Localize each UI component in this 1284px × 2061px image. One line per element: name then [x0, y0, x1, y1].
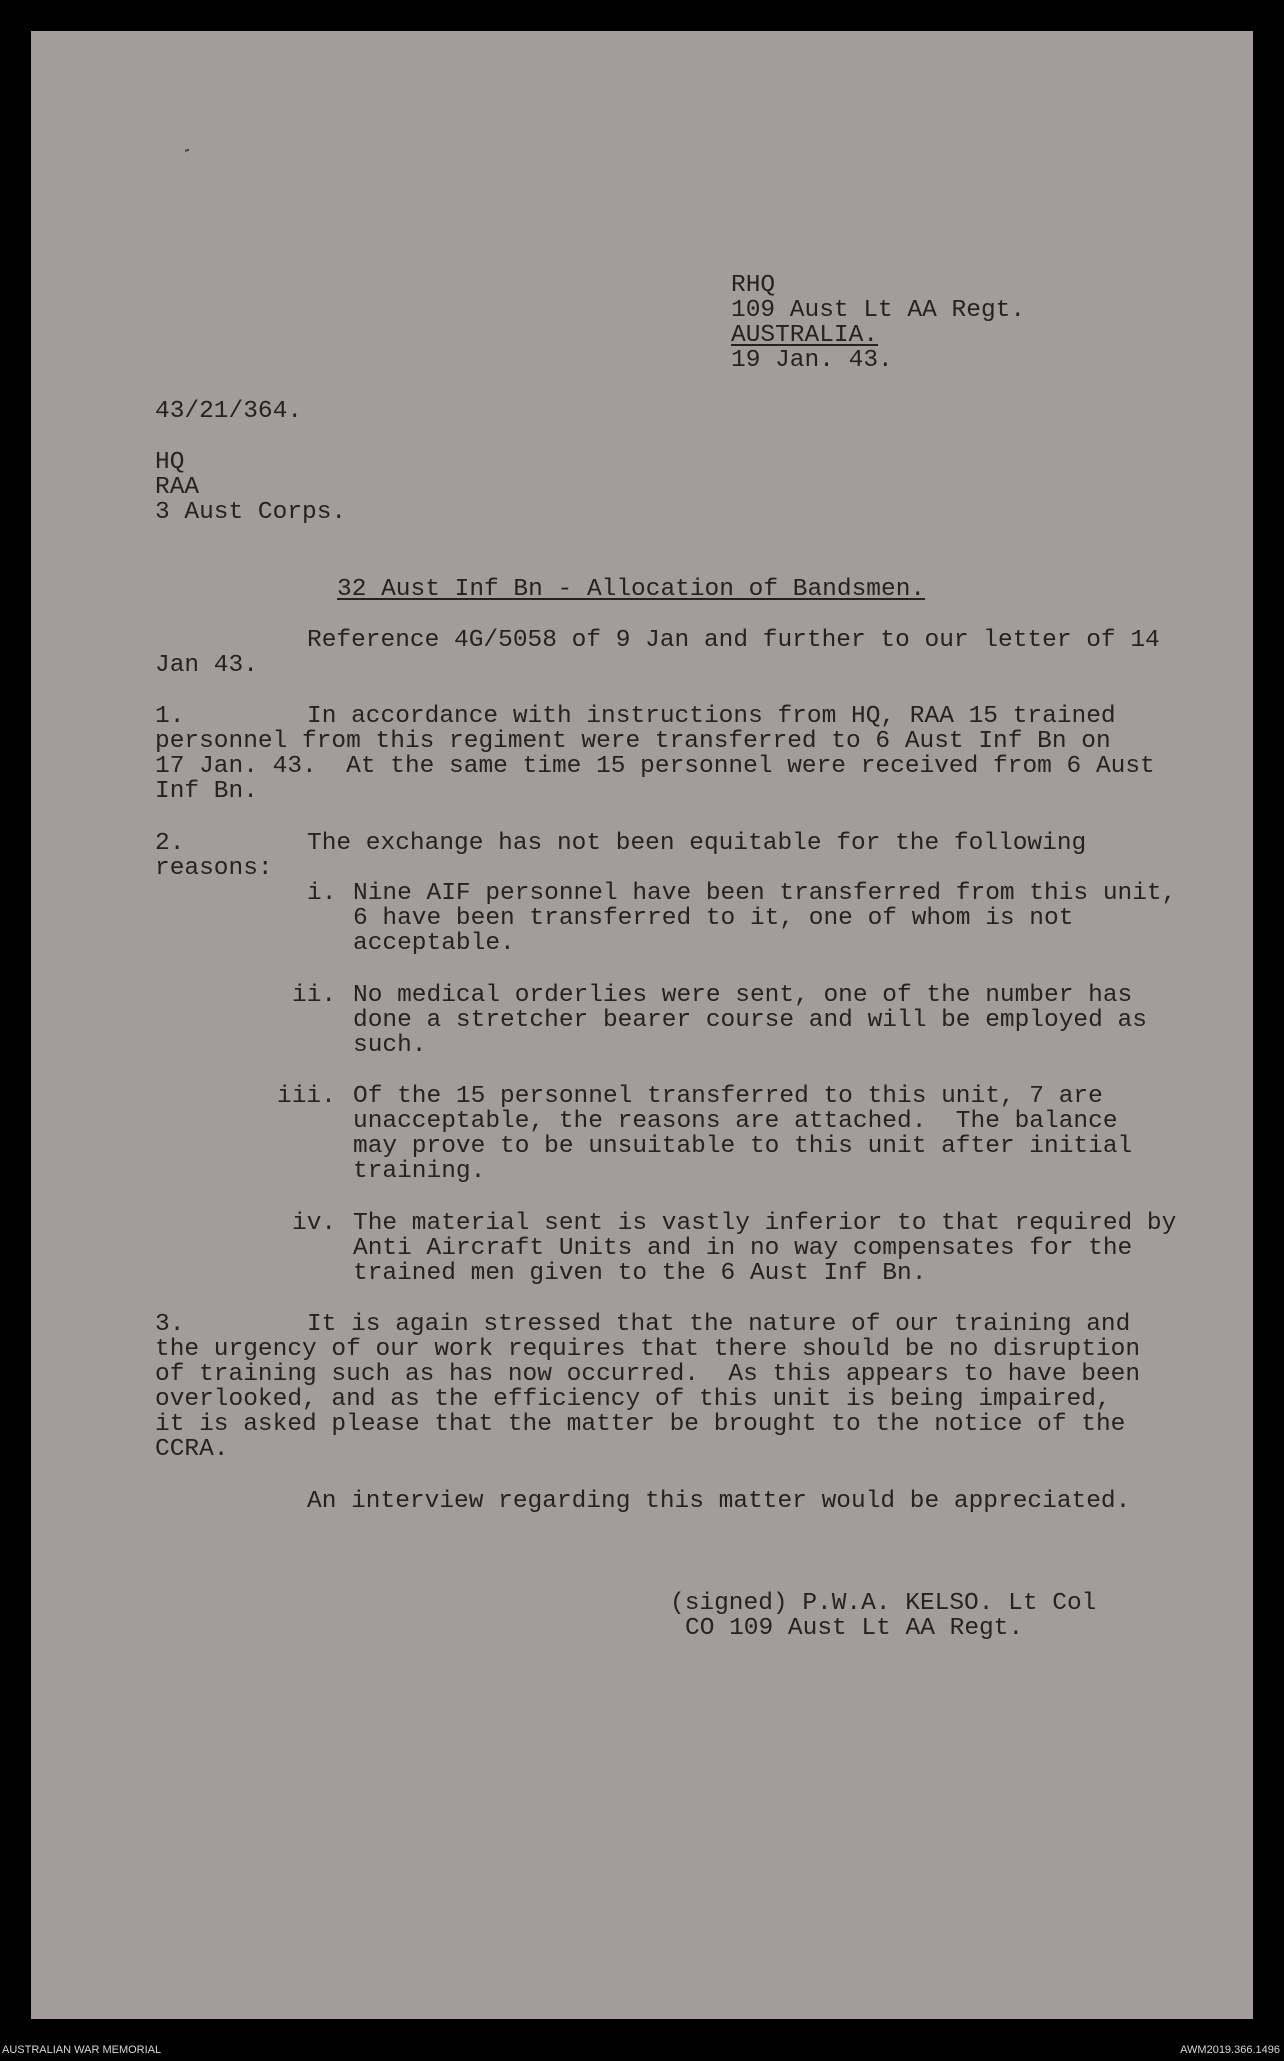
reason-4-line-3: trained men given to the 6 Aust Inf Bn.: [353, 1260, 927, 1287]
reason-2-line-2: done a stretcher bearer course and will be employed as: [353, 1007, 1147, 1034]
reason-3-line-2: unacceptable, the reasons are attached. The balance: [353, 1108, 1118, 1135]
para-1-line-4: Inf Bn.: [155, 778, 258, 805]
signature-line-2: CO 109 Aust Lt AA Regt.: [685, 1615, 1024, 1642]
reason-1-line-3: acceptable.: [353, 930, 515, 957]
addressee-line-1: HQ: [155, 449, 185, 476]
reason-3-line-4: training.: [353, 1158, 486, 1185]
footer-institution: AUSTRALIAN WAR MEMORIAL: [2, 2044, 162, 2056]
para-3-number: 3.: [155, 1311, 185, 1338]
footer-accession-number: AWM2019.366.1496: [1180, 2044, 1280, 2056]
para-3-line-6: CCRA.: [155, 1436, 229, 1463]
reason-1-line-2: 6 have been transferred to it, one of whom is not: [353, 905, 1074, 932]
signature-line-1: (signed) P.W.A. KELSO. Lt Col: [670, 1590, 1097, 1617]
reason-4-line-2: Anti Aircraft Units and in no way compensates for the: [353, 1235, 1133, 1262]
reason-1-line-1: Nine AIF personnel have been transferred from this unit,: [353, 880, 1177, 907]
para-2-number: 2.: [155, 830, 185, 857]
para-1-line-3: 17 Jan. 43. At the same time 15 personnel were received from 6 Aust: [155, 753, 1155, 780]
addressee-line-3: 3 Aust Corps.: [155, 499, 347, 526]
file-reference: 43/21/364.: [155, 398, 303, 425]
reason-4-line-1: The material sent is vastly inferior to that required by: [353, 1210, 1177, 1237]
reason-3-line-3: may prove to be unsuitable to this unit after initial: [353, 1133, 1133, 1160]
closing-paragraph: An interview regarding this matter would be appreciated.: [307, 1488, 1131, 1515]
reason-2-line-1: No medical orderlies were sent, one of the number has: [353, 982, 1133, 1009]
para-2-line-1: The exchange has not been equitable for the following: [307, 830, 1087, 857]
pencil-marks: [149, 113, 189, 223]
para-3-line-3: of training such as has now occurred. As this appears to have been: [155, 1361, 1141, 1388]
reason-3-numeral: iii.: [277, 1083, 336, 1110]
para-1-line-1: In accordance with instructions from HQ, RAA 15 trained: [307, 703, 1116, 730]
reference-line-1: Reference 4G/5058 of 9 Jan and further to our letter of 14: [307, 627, 1160, 654]
para-3-line-5: it is asked please that the matter be brought to the notice of the: [155, 1411, 1126, 1438]
para-1-line-2: personnel from this regiment were transferred to 6 Aust Inf Bn on: [155, 728, 1111, 755]
para-3-line-2: the urgency of our work requires that there should be no disruption: [155, 1336, 1141, 1363]
letter-date: 19 Jan. 43.: [731, 347, 893, 374]
reason-2-numeral: ii.: [292, 982, 337, 1009]
letterhead-unit-hq: RHQ: [731, 272, 776, 299]
addressee-line-2: RAA: [155, 474, 200, 501]
reason-3-line-1: Of the 15 personnel transferred to this unit, 7 are: [353, 1083, 1103, 1110]
letter-page: [31, 31, 1253, 2019]
para-1-number: 1.: [155, 703, 185, 730]
reference-line-2: Jan 43.: [155, 652, 258, 679]
reason-2-line-3: such.: [353, 1032, 427, 1059]
letterhead-country: AUSTRALIA.: [731, 322, 879, 349]
reason-4-numeral: iv.: [292, 1210, 337, 1237]
para-3-line-1: It is again stressed that the nature of our training and: [307, 1311, 1131, 1338]
reason-1-numeral: i.: [307, 880, 337, 907]
letterhead-regiment: 109 Aust Lt AA Regt.: [731, 297, 1026, 324]
para-3-line-4: overlooked, and as the efficiency of this unit is being impaired,: [155, 1386, 1111, 1413]
para-2-line-2: reasons:: [155, 855, 273, 882]
subject-heading: 32 Aust Inf Bn - Allocation of Bandsmen.: [337, 576, 926, 603]
